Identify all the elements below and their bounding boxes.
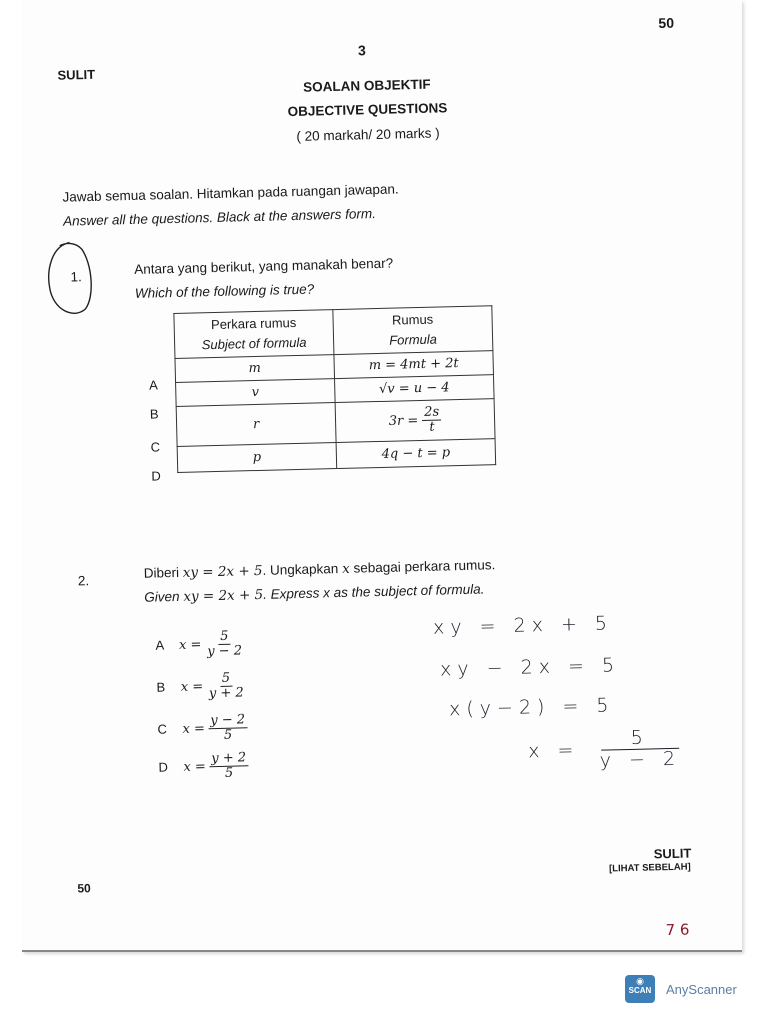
q2-malay-equation: xy = 2x + 5	[182, 562, 263, 581]
handwriting-denominator: y − 2	[599, 747, 682, 772]
option-denominator: 5	[224, 765, 234, 782]
option-denominator: y − 2	[207, 643, 243, 660]
q2-malay-suffix: sebagai perkara rumus.	[353, 557, 496, 576]
option-numerator: y + 2	[209, 751, 248, 767]
handwriting-line-4	[528, 727, 684, 774]
anyscanner-logo-icon: ◉ SCAN	[625, 975, 655, 1003]
q2-option-b[interactable]	[156, 671, 277, 704]
row-c-formula	[335, 399, 495, 443]
q1-option-c[interactable]: C	[150, 439, 161, 455]
row-c-numerator: 2s	[422, 405, 441, 421]
q1-table	[173, 305, 496, 473]
page-number-top: 50	[658, 14, 675, 32]
option-lhs: x =	[180, 679, 204, 696]
option-letter: B	[156, 679, 166, 695]
option-fraction	[206, 671, 245, 702]
q1-option-a[interactable]: A	[148, 377, 158, 393]
row-c-subject: r	[176, 403, 336, 447]
handwriting-line-2: xy − 2x = 5	[439, 654, 621, 681]
table-header-row	[174, 306, 493, 359]
page-number: 3	[357, 42, 366, 59]
header-formula-english: Formula	[389, 331, 438, 348]
option-lhs: x =	[183, 759, 207, 776]
handwriting-line-4-lhs: x =	[527, 739, 580, 763]
q1-number: 1.	[70, 269, 82, 285]
title-english: OBJECTIVE QUESTIONS	[287, 100, 448, 120]
q1-text-english: Which of the following is true?	[134, 281, 315, 301]
option-denominator: 5	[223, 727, 233, 744]
q1-option-b[interactable]: B	[149, 406, 159, 422]
q1-text-malay: Antara yang berikut, yang manakah benar?	[134, 255, 394, 277]
q2-option-d[interactable]	[158, 751, 279, 784]
handwriting-line-1: xy = 2x + 5	[432, 612, 614, 639]
q2-malay-mid: . Ungkapkan	[262, 561, 339, 578]
q2-number: 2.	[77, 573, 90, 589]
option-fraction	[205, 629, 244, 660]
row-d-formula: 4q − t = p	[336, 439, 496, 469]
option-numerator: 5	[220, 672, 233, 688]
footer-sulit: SULIT	[653, 845, 692, 862]
option-letter: C	[157, 721, 168, 737]
row-b-subject: v	[176, 379, 336, 407]
footer-lihat-sebelah: [LIHAT SEBELAH]	[608, 861, 691, 875]
sulit-label: SULIT	[57, 66, 96, 83]
handwriting-fraction	[597, 727, 683, 772]
title-malay: SOALAN OBJEKTIF	[302, 76, 431, 95]
table-header-formula	[333, 306, 493, 355]
option-lhs: x =	[178, 637, 202, 654]
option-fraction	[208, 713, 247, 744]
q2-option-a[interactable]	[155, 629, 276, 662]
handwritten-bottom-mark: 7 6	[665, 920, 690, 940]
q2-malay-variable: x	[341, 560, 350, 577]
q2-english-equation: xy = 2x + 5	[183, 586, 264, 605]
handwriting-line-3: x(y−2) = 5	[448, 694, 615, 721]
row-a-subject: m	[175, 355, 335, 383]
row-c-fraction	[422, 405, 442, 435]
option-fraction	[209, 751, 248, 782]
q2-text-english	[144, 581, 485, 605]
q2-english-prefix: Given	[144, 588, 180, 605]
title-marks: ( 20 markah/ 20 marks )	[296, 125, 440, 144]
anyscanner-brand: AnyScanner	[666, 982, 737, 997]
row-a-formula: m = 4mt + 2t	[334, 351, 494, 379]
row-b-formula: √v = u − 4	[335, 375, 495, 403]
option-numerator: 5	[218, 630, 231, 646]
header-subject-english: Subject of formula	[201, 334, 307, 353]
logo-text: SCAN	[628, 986, 652, 995]
handwriting-numerator: 5	[601, 727, 680, 751]
table-header-subject	[174, 310, 334, 359]
option-denominator: y + 2	[208, 685, 244, 702]
option-numerator: y − 2	[208, 713, 247, 729]
option-letter: D	[158, 759, 169, 775]
header-formula-malay: Rumus	[391, 311, 434, 328]
row-d-subject: p	[177, 443, 337, 473]
q2-malay-prefix: Diberi	[143, 564, 180, 581]
instruction-malay: Jawab semua soalan. Hitamkan pada ruangan jawapan.	[62, 181, 399, 205]
q2-english-suffix: . Express x as the subject of formula.	[262, 581, 485, 602]
option-lhs: x =	[182, 721, 206, 738]
header-subject-malay: Perkara rumus	[210, 314, 297, 333]
row-c-formula-lhs: 3r =	[388, 413, 419, 429]
row-c-denominator: t	[429, 419, 435, 435]
q2-text-malay	[144, 557, 496, 582]
q2-option-c[interactable]	[157, 713, 278, 746]
footer-page-number: 50	[77, 881, 91, 896]
option-letter: A	[155, 637, 164, 653]
instruction-english: Answer all the questions. Black at the answers form.	[62, 206, 377, 229]
q1-option-d[interactable]: D	[151, 468, 161, 484]
